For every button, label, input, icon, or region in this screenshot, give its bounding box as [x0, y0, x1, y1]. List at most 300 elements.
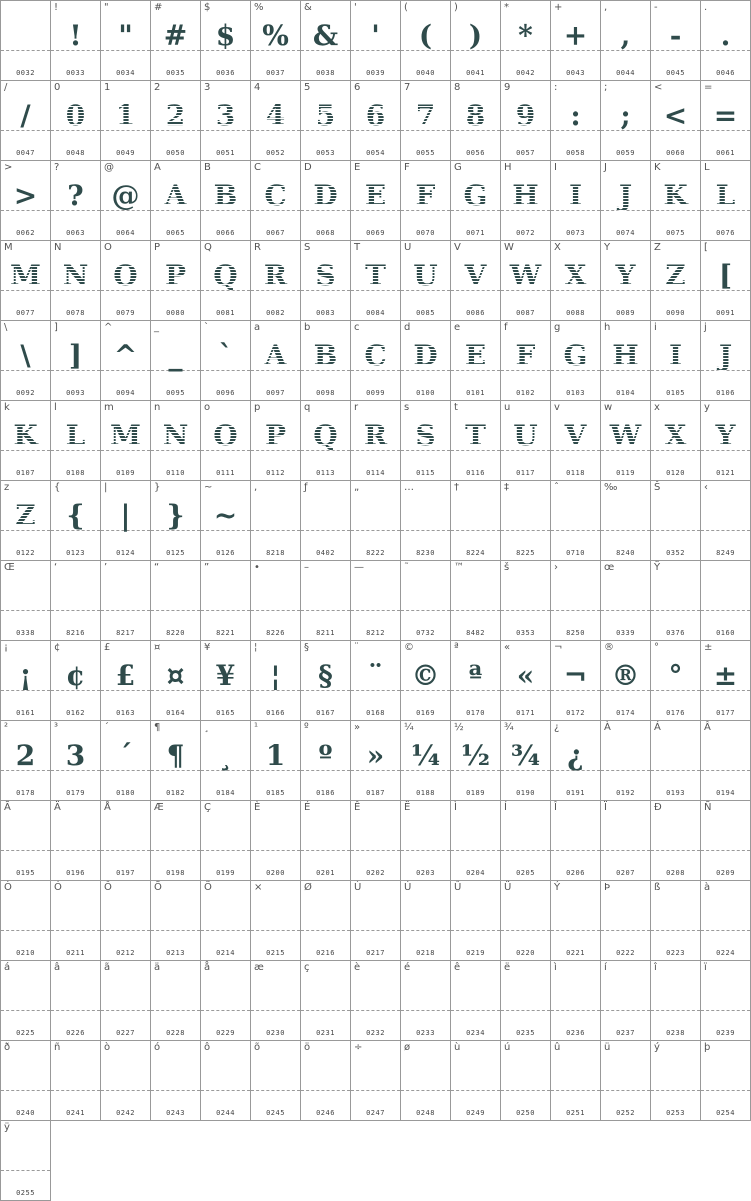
character-label: I: [554, 162, 557, 173]
character-code: 0185: [266, 789, 285, 797]
glyph-cell: [551, 241, 601, 321]
glyph-cell: [1, 321, 51, 401]
glyph-sample: ©: [411, 659, 440, 692]
glyph-cell: [401, 401, 451, 481]
character-code: 0214: [216, 949, 235, 957]
glyph-cell: [501, 881, 551, 961]
glyph-sample: [451, 575, 500, 617]
character-label: `: [204, 322, 209, 333]
character-label: ¡: [4, 642, 9, 653]
character-code: 0179: [66, 789, 85, 797]
glyph-sample: [151, 575, 200, 617]
glyph-sample: 1: [101, 95, 150, 137]
glyph-cell: [351, 481, 401, 561]
character-code: 0255: [16, 1189, 35, 1197]
character-label: ü: [604, 1042, 611, 1053]
glyph-cell: [551, 881, 601, 961]
character-code: 0170: [466, 709, 485, 717]
glyph-sample: A: [151, 175, 200, 217]
character-code: 0353: [516, 629, 535, 637]
character-code: 8230: [416, 549, 435, 557]
character-code: 0081: [216, 309, 235, 317]
glyph-cell: [201, 961, 251, 1041]
glyph-sample: [451, 815, 500, 857]
glyph-sample: @: [111, 179, 140, 212]
character-label: B: [204, 162, 211, 173]
character-label: Ò: [4, 882, 12, 893]
glyph-cell: [301, 401, 351, 481]
character-code: 0242: [116, 1109, 135, 1117]
glyph-cell: [401, 481, 451, 561]
glyph-cell: [401, 1, 451, 81]
character-code: 0177: [716, 709, 735, 717]
glyph-cell: [51, 1041, 101, 1121]
glyph-cell: [301, 1, 351, 81]
glyph-sample: [301, 895, 350, 937]
character-label: (: [404, 2, 408, 13]
character-label: k: [4, 402, 10, 413]
character-label: „: [354, 482, 360, 493]
character-code: 0114: [366, 469, 385, 477]
character-code: 0171: [516, 709, 535, 717]
glyph-sample: V: [451, 255, 500, 297]
glyph-sample: K: [1, 415, 50, 457]
character-code: 0048: [66, 149, 85, 157]
glyph-cell: [451, 241, 501, 321]
glyph-sample: [651, 495, 700, 537]
glyph-sample: V: [551, 415, 600, 457]
character-label: ¿: [554, 722, 560, 733]
character-label: 4: [254, 82, 261, 93]
glyph-sample: [51, 1055, 100, 1097]
glyph-sample: º: [318, 739, 333, 772]
glyph-cell: [501, 561, 551, 641]
glyph-cell: [601, 481, 651, 561]
glyph-sample: G: [451, 175, 500, 217]
glyph-sample: [151, 895, 200, 937]
glyph-sample: [551, 895, 600, 937]
character-code: 0213: [166, 949, 185, 957]
glyph-cell: [601, 161, 651, 241]
glyph-cell: [701, 1041, 751, 1121]
character-code: 0162: [66, 709, 85, 717]
character-code: 0195: [16, 869, 35, 877]
glyph-cell: [251, 881, 301, 961]
glyph-cell: [151, 401, 201, 481]
character-label: “: [154, 562, 160, 573]
character-code: 0085: [416, 309, 435, 317]
character-label: O: [104, 242, 112, 253]
glyph-sample: 2: [15, 739, 36, 772]
glyph-sample: +: [563, 19, 588, 52]
glyph-cell: [701, 801, 751, 881]
glyph-sample: ~: [213, 499, 238, 532]
character-code: 0078: [66, 309, 85, 317]
character-code: 0243: [166, 1109, 185, 1117]
glyph-cell: [201, 1, 251, 81]
character-code: 8482: [466, 629, 485, 637]
character-code: 0059: [616, 149, 635, 157]
glyph-sample: [601, 895, 650, 937]
character-label: ®: [604, 642, 614, 653]
character-code: 0117: [516, 469, 535, 477]
glyph-sample: [101, 895, 150, 937]
character-code: 0339: [616, 629, 635, 637]
character-code: 8250: [566, 629, 585, 637]
character-label: þ: [704, 1042, 711, 1053]
glyph-sample: W: [601, 415, 650, 457]
glyph-sample: [701, 495, 750, 537]
character-label: G: [454, 162, 462, 173]
glyph-sample: I: [651, 335, 700, 377]
glyph-sample: =: [713, 99, 738, 132]
glyph-sample: ': [371, 19, 380, 52]
character-code: 0043: [566, 69, 585, 77]
glyph-sample: [151, 1055, 200, 1097]
character-label: w: [604, 402, 613, 413]
glyph-cell: [501, 961, 551, 1041]
glyph-cell: [1, 1121, 51, 1201]
glyph-cell: [251, 241, 301, 321]
glyph-cell: [501, 321, 551, 401]
glyph-cell: [651, 641, 701, 721]
glyph-cell: [101, 801, 151, 881]
character-code: 0206: [566, 869, 585, 877]
glyph-sample: $: [215, 19, 236, 52]
glyph-cell: [351, 561, 401, 641]
character-code: 0174: [616, 709, 635, 717]
character-label: î: [654, 962, 657, 973]
glyph-cell: [651, 881, 701, 961]
character-code: 0251: [566, 1109, 585, 1117]
glyph-cell: [1, 481, 51, 561]
glyph-sample: X: [651, 415, 700, 457]
glyph-sample: [701, 1055, 750, 1097]
character-label: ï: [704, 962, 707, 973]
character-label: ±: [704, 642, 713, 653]
character-label: M: [4, 242, 13, 253]
character-code: 0058: [566, 149, 585, 157]
character-code: 8216: [66, 629, 85, 637]
glyph-sample: [601, 1055, 650, 1097]
character-label: ù: [454, 1042, 461, 1053]
character-label: §: [304, 642, 309, 653]
glyph-cell: [651, 81, 701, 161]
glyph-sample: [351, 575, 400, 617]
glyph-sample: [601, 815, 650, 857]
glyph-cell: [101, 321, 151, 401]
character-label: ø: [404, 1042, 411, 1053]
glyph-cell: [1, 81, 51, 161]
glyph-cell: [151, 641, 201, 721]
glyph-cell: [501, 481, 551, 561]
character-label: Û: [454, 882, 462, 893]
character-code: 0211: [66, 949, 85, 957]
character-label: Ë: [404, 802, 411, 813]
glyph-cell: [701, 961, 751, 1041]
character-label: ý: [654, 1042, 660, 1053]
character-label: D: [304, 162, 312, 173]
character-code: 0090: [666, 309, 685, 317]
glyph-sample: /: [20, 99, 31, 132]
character-label: ¹: [254, 722, 259, 733]
character-label: Ñ: [704, 802, 712, 813]
character-label: $: [204, 2, 211, 13]
glyph-cell: [651, 481, 701, 561]
glyph-cell: [201, 81, 251, 161]
character-code: 0054: [366, 149, 385, 157]
character-code: 0254: [716, 1109, 735, 1117]
character-code: 0732: [416, 629, 435, 637]
glyph-cell: [601, 641, 651, 721]
character-code: 0074: [616, 229, 635, 237]
character-code: 0104: [616, 389, 635, 397]
character-code: 0106: [716, 389, 735, 397]
glyph-sample: [451, 495, 500, 537]
character-label: Ø: [304, 882, 312, 893]
character-label: æ: [254, 962, 264, 973]
character-code: 0176: [666, 709, 685, 717]
glyph-cell: [601, 1, 651, 81]
glyph-cell: [151, 881, 201, 961]
glyph-sample: [1, 815, 50, 857]
character-label: ¢: [54, 642, 61, 653]
character-code: 0038: [316, 69, 335, 77]
character-code: 0190: [516, 789, 535, 797]
glyph-sample: [301, 815, 350, 857]
glyph-cell: [501, 801, 551, 881]
glyph-cell: [351, 321, 401, 401]
glyph-sample: |: [120, 499, 131, 532]
character-code: 0121: [716, 469, 735, 477]
glyph-cell: [301, 721, 351, 801]
character-code: 0203: [416, 869, 435, 877]
glyph-sample: [651, 735, 700, 777]
character-code: 0710: [566, 549, 585, 557]
character-code: 0253: [666, 1109, 685, 1117]
glyph-cell: [701, 401, 751, 481]
character-label: †: [454, 482, 459, 493]
character-code: 0120: [666, 469, 685, 477]
character-code: 0212: [116, 949, 135, 957]
glyph-sample: [701, 735, 750, 777]
character-code: 0088: [566, 309, 585, 317]
character-label: ¬: [554, 642, 563, 653]
character-code: 0172: [566, 709, 585, 717]
glyph-sample: [1, 15, 50, 57]
glyph-sample: ¦: [270, 659, 281, 692]
character-code: 0093: [66, 389, 85, 397]
character-code: 0199: [216, 869, 235, 877]
character-code: 0065: [166, 229, 185, 237]
glyph-sample: [401, 895, 450, 937]
character-label: s: [404, 402, 410, 413]
character-label: ^: [104, 322, 113, 333]
character-label: Ä: [54, 802, 61, 813]
glyph-sample: [651, 975, 700, 1017]
glyph-sample: [1, 1055, 50, 1097]
glyph-cell: [701, 641, 751, 721]
glyph-cell: [451, 1041, 501, 1121]
character-label: ~: [204, 482, 213, 493]
character-label: ô: [204, 1042, 211, 1053]
character-code: 0035: [166, 69, 185, 77]
glyph-sample: Z: [1, 495, 50, 537]
glyph-sample: [251, 575, 300, 617]
glyph-sample: }: [166, 499, 185, 532]
glyph-sample: U: [501, 415, 550, 457]
glyph-cell: [201, 241, 251, 321]
glyph-cell: [651, 961, 701, 1041]
character-label: ‘: [54, 562, 58, 573]
glyph-cell: [51, 641, 101, 721]
glyph-cell: [701, 481, 751, 561]
character-code: 8240: [616, 549, 635, 557]
character-code: 0166: [266, 709, 285, 717]
character-label: ™: [454, 562, 464, 573]
glyph-sample: .: [720, 19, 731, 52]
glyph-cell: [301, 961, 351, 1041]
character-label: K: [654, 162, 661, 173]
glyph-cell: [401, 881, 451, 961]
glyph-cell: [1, 881, 51, 961]
character-label: –: [304, 562, 309, 573]
glyph-cell: [451, 721, 501, 801]
character-label: ³: [54, 722, 59, 733]
glyph-sample: [351, 895, 400, 937]
glyph-sample: ,: [620, 19, 631, 52]
glyph-cell: [251, 161, 301, 241]
glyph-sample: [601, 495, 650, 537]
glyph-cell: [551, 721, 601, 801]
glyph-cell: [51, 721, 101, 801]
glyph-sample: `: [218, 339, 233, 372]
glyph-sample: [701, 575, 750, 617]
glyph-cell: [401, 801, 451, 881]
glyph-sample: ¡: [19, 659, 32, 692]
glyph-cell: [451, 81, 501, 161]
glyph-cell: [101, 641, 151, 721]
glyph-sample: [51, 975, 100, 1017]
glyph-cell: [401, 321, 451, 401]
character-label: ×: [254, 882, 263, 893]
glyph-sample: [651, 1055, 700, 1097]
character-code: 0237: [616, 1029, 635, 1037]
character-label: ]: [54, 322, 58, 333]
character-code: 0103: [566, 389, 585, 397]
glyph-sample: O: [101, 255, 150, 297]
glyph-cell: [301, 81, 351, 161]
glyph-sample: ¾: [510, 739, 541, 772]
character-code: 0202: [366, 869, 385, 877]
character-label: é: [404, 962, 411, 973]
glyph-sample: R: [351, 415, 400, 457]
character-label: ¤: [154, 642, 161, 653]
glyph-cell: [651, 401, 701, 481]
glyph-cell: [251, 321, 301, 401]
character-label: ñ: [54, 1042, 61, 1053]
character-label: y: [704, 402, 710, 413]
glyph-cell: [401, 81, 451, 161]
character-code: 0055: [416, 149, 435, 157]
character-code: 0112: [266, 469, 285, 477]
character-code: 0252: [616, 1109, 635, 1117]
glyph-sample: [301, 575, 350, 617]
glyph-cell: [701, 241, 751, 321]
character-label: Ù: [354, 882, 362, 893]
character-label: »: [354, 722, 361, 733]
glyph-sample: <: [663, 99, 688, 132]
character-label: ‹: [704, 482, 708, 493]
character-label: Þ: [604, 882, 611, 893]
character-label: ©: [404, 642, 414, 653]
character-label: [: [704, 242, 708, 253]
character-code: 0221: [566, 949, 585, 957]
character-code: 0033: [66, 69, 85, 77]
character-label: ª: [454, 642, 459, 653]
character-label: ¥: [204, 642, 211, 653]
character-label: z: [4, 482, 10, 493]
character-label: Š: [654, 482, 661, 493]
glyph-cell: [251, 481, 301, 561]
glyph-cell: [601, 721, 651, 801]
glyph-cell: [151, 321, 201, 401]
character-label: ;: [604, 82, 608, 93]
glyph-sample: [501, 895, 550, 937]
glyph-sample: [401, 495, 450, 537]
glyph-sample: ): [468, 19, 483, 52]
character-label: ¦: [254, 642, 258, 653]
character-label: P: [154, 242, 161, 253]
glyph-cell: [451, 401, 501, 481]
character-code: 0049: [116, 149, 135, 157]
character-label: _: [154, 322, 159, 333]
character-label: Œ: [4, 562, 15, 573]
glyph-cell: [401, 1041, 451, 1121]
glyph-cell: [301, 161, 351, 241]
character-code: 0218: [416, 949, 435, 957]
glyph-sample: L: [51, 415, 100, 457]
character-code: 0210: [16, 949, 35, 957]
character-code: 0205: [516, 869, 535, 877]
character-code: 0037: [266, 69, 285, 77]
glyph-sample: [351, 975, 400, 1017]
glyph-sample: [51, 815, 100, 857]
character-label: o: [204, 402, 211, 413]
glyph-cell: [651, 721, 701, 801]
glyph-cell: [101, 1041, 151, 1121]
glyph-sample: [651, 815, 700, 857]
glyph-cell: [551, 401, 601, 481]
character-label: ÷: [354, 1042, 363, 1053]
glyph-cell: [401, 161, 451, 241]
glyph-sample: Q: [301, 415, 350, 457]
glyph-cell: [101, 161, 151, 241]
character-label: Â: [704, 722, 711, 733]
glyph-sample: ¢: [65, 659, 86, 692]
character-label: 3: [204, 82, 211, 93]
glyph-sample: [101, 975, 150, 1017]
character-label: g: [554, 322, 561, 333]
character-label: Í: [504, 802, 507, 813]
glyph-cell: [351, 1, 401, 81]
character-code: 0246: [316, 1109, 335, 1117]
character-code: 0160: [716, 629, 735, 637]
glyph-cell: [101, 481, 151, 561]
character-label: :: [554, 82, 558, 93]
character-label: e: [454, 322, 461, 333]
glyph-cell: [301, 481, 351, 561]
